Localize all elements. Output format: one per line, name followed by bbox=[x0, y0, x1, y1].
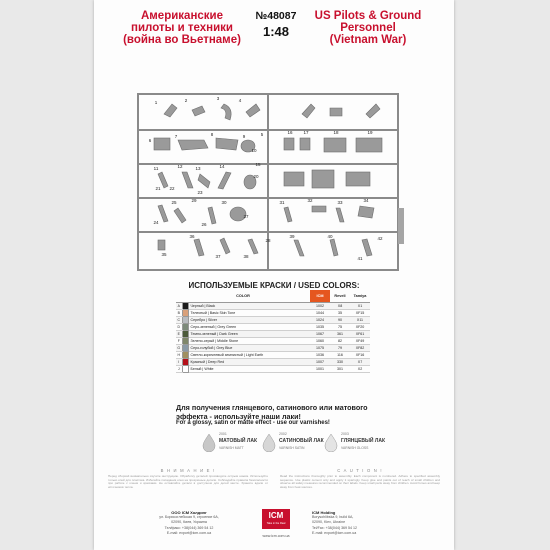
paint-name: Красный | Deep Red bbox=[188, 358, 310, 365]
part-number-label: 39 bbox=[289, 234, 295, 239]
part-number-label: 28 bbox=[265, 238, 271, 243]
part-number-label: 8 bbox=[210, 132, 214, 137]
part-number-label: 36 bbox=[189, 234, 195, 239]
tamiya-column-header: Tamiya bbox=[350, 290, 370, 302]
paint-name: Светло-коричневый землистый | Light Earth bbox=[188, 351, 310, 358]
website-link[interactable]: www.icm.com.ua bbox=[262, 534, 290, 538]
paint-tamiya-code: X7 bbox=[350, 358, 370, 365]
part-number-label: 31 bbox=[279, 200, 285, 205]
paint-row bbox=[176, 330, 370, 337]
paint-revell-code: X8 bbox=[330, 302, 350, 309]
paint-letter: I bbox=[176, 358, 182, 365]
scale-label: 1:48 bbox=[262, 24, 290, 39]
instruction-sheet bbox=[94, 0, 454, 550]
varnish-drop-icon bbox=[202, 434, 216, 452]
varnish-matt: 2001 МАТОВЫЙ ЛАК VARNISH MATT bbox=[202, 432, 272, 456]
varnish-drop-icon bbox=[262, 434, 276, 452]
paint-name: Белый | White bbox=[188, 365, 310, 372]
part-number-label: 14 bbox=[219, 164, 225, 169]
part-number-label: 18 bbox=[333, 130, 339, 135]
paint-icm-code: 1002 bbox=[310, 302, 330, 309]
paint-name: Зелено-серый | Middle Stone bbox=[188, 337, 310, 344]
part-number-label: 27 bbox=[243, 214, 249, 219]
paint-name: Серебро | Silver bbox=[188, 316, 310, 323]
part-number-label: 1 bbox=[154, 100, 158, 105]
part-number-label: 16 bbox=[287, 130, 293, 135]
paint-revell-code: 116 bbox=[330, 351, 350, 358]
part-number-label: 33 bbox=[337, 200, 343, 205]
part-number-label: 9 bbox=[242, 134, 246, 139]
paints-title: ИСПОЛЬЗУЕМЫЕ КРАСКИ / USED COLORS: bbox=[188, 281, 360, 290]
title-russian: Американские пилоты и техники (война во Вьетнаме) bbox=[123, 10, 241, 46]
paint-row bbox=[176, 323, 370, 330]
paint-revell-code: 90 bbox=[330, 316, 350, 323]
paint-icm-code: 1075 bbox=[310, 344, 330, 351]
paint-name: Черный | Black bbox=[188, 302, 310, 309]
paint-tamiya-code: XF61 bbox=[350, 330, 370, 337]
paint-tamiya-code: XF15 bbox=[350, 309, 370, 316]
warning-russian: В Н И М А Н И Е ! Перед сборкой внимательно изучите инструкцию. Обработку деталей производите острым ножом. Используйте только клей для пластика. Избегайте попадания клея на прозрачные детали. Соблюдайте правила безопасности при работе с клеем и красками. Не оставляйте детали в доступном для детей месте. Храните вдали от источников тепла. bbox=[108, 468, 268, 490]
paint-revell-code: 361 bbox=[330, 330, 350, 337]
paint-icm-code: 1067 bbox=[310, 330, 330, 337]
paint-icm-code: 1001 bbox=[310, 365, 330, 372]
varnish-drop-icon bbox=[324, 434, 338, 452]
part-number-label: 24 bbox=[153, 220, 159, 225]
part-number-label: 26 bbox=[201, 222, 207, 227]
paint-letter: H bbox=[176, 351, 182, 358]
paints-header-row bbox=[176, 290, 370, 302]
paint-tamiya-code: XF82 bbox=[350, 344, 370, 351]
part-number-label: 4 bbox=[238, 98, 242, 103]
part-number-label: 30 bbox=[221, 200, 227, 205]
title-english: US Pilots & Ground Personnel (Vietnam War) bbox=[314, 10, 422, 46]
part-number-label: 25 bbox=[171, 200, 177, 205]
paint-row bbox=[176, 316, 370, 323]
paint-revell-code: 35 bbox=[330, 309, 350, 316]
part-number-label: 3 bbox=[216, 96, 220, 101]
paint-letter: C bbox=[176, 316, 182, 323]
paint-letter: E bbox=[176, 330, 182, 337]
part-number-label: 6 bbox=[148, 138, 152, 143]
paint-icm-code: 1036 bbox=[310, 351, 330, 358]
part-number-label: 19 bbox=[367, 130, 373, 135]
paint-tamiya-code: X2 bbox=[350, 365, 370, 372]
icm-logo: ICM Take in the Real bbox=[262, 509, 290, 529]
paint-row bbox=[176, 337, 370, 344]
paint-letter: F bbox=[176, 337, 182, 344]
paint-name: Серо-голубой | Grey Blue bbox=[188, 344, 310, 351]
icm-column-header: ICM bbox=[310, 290, 330, 302]
paint-icm-code: 1007 bbox=[310, 358, 330, 365]
paint-icm-code: 1060 bbox=[310, 337, 330, 344]
paint-row bbox=[176, 344, 370, 351]
color-column-header: COLOR bbox=[176, 290, 310, 302]
varnish-satin: 2002 САТИНОВЫЙ ЛАК VARNISH SATIN bbox=[262, 432, 332, 456]
paint-letter: G bbox=[177, 345, 181, 350]
part-number-label: 32 bbox=[307, 198, 313, 203]
part-number-label: 35 bbox=[161, 252, 167, 257]
part-number-label: 38 bbox=[243, 254, 249, 259]
part-number-label: 34 bbox=[363, 198, 369, 203]
paint-tamiya-code: X1 bbox=[350, 302, 370, 309]
paint-name: Серо-зеленый | Grey Green bbox=[188, 323, 310, 330]
paint-icm-code: 1024 bbox=[310, 316, 330, 323]
paint-row bbox=[176, 302, 370, 309]
part-number-label: 37 bbox=[215, 254, 221, 259]
part-number-label: 40 bbox=[327, 234, 333, 239]
address-english: ICM Holding Borysohlibska 9, build 6A, 02090, Kiev, Ukraine Tel/Fax: +38(044) 369 54 12 E-mail: export@icm.com.ua bbox=[312, 510, 358, 535]
part-number-label: 23 bbox=[197, 190, 203, 195]
part-number-label: 5 bbox=[260, 132, 264, 137]
address-russian: ООО ICM Холдинг ул. Борисоглебская 9, строение 6А, 02090, Киев, Украина Тел/факс: +38(044) 369 54 12 E-mail: export@icm.com.ua bbox=[159, 510, 219, 535]
part-number-label: 42 bbox=[377, 236, 383, 241]
revell-column-header: Revell bbox=[330, 290, 350, 302]
paint-name: Телесный | Basic Skin Tone bbox=[188, 309, 310, 316]
catalog-number: №48087 bbox=[255, 10, 297, 22]
part-number-label: 41 bbox=[357, 256, 363, 261]
paint-row bbox=[176, 351, 370, 358]
part-number-label: 20 bbox=[253, 174, 259, 179]
part-number-label: 11 bbox=[153, 166, 159, 171]
paint-letter: B bbox=[176, 309, 182, 316]
varnish-gloss: 2003 ГЛЯНЦЕВЫЙ ЛАК VARNISH GLOSS bbox=[324, 432, 394, 456]
part-number-label: 15 bbox=[255, 162, 261, 167]
part-number-label: 12 bbox=[177, 164, 183, 169]
varnish-note-russian: Для получения глянцевого, сатинового или матового эффекта - используйте наши лаки! bbox=[176, 403, 368, 421]
paints-table bbox=[176, 290, 370, 373]
paint-revell-code: 75 bbox=[330, 323, 350, 330]
paint-letter: J bbox=[176, 365, 182, 372]
paint-letter: A bbox=[176, 302, 182, 309]
paint-revell-code: 79 bbox=[330, 344, 350, 351]
paint-revell-code: 330 bbox=[330, 358, 350, 365]
paint-tamiya-code: XF49 bbox=[350, 337, 370, 344]
part-number-label: 2 bbox=[184, 98, 188, 103]
paint-row bbox=[176, 309, 370, 316]
paint-tamiya-code: XF16 bbox=[350, 351, 370, 358]
paint-revell-code: 82 bbox=[330, 337, 350, 344]
warning-english: C A U T I O N ! Read the instructions thoroughly prior to assembly. Each component is numbered. Adhere to specified assembly sequence. Use plastic cement only and apply it sparingly. Keep glue and paints out of reach of small children and observe all safety measures recommended on their labels. Keep small parts away from children. Avoid fumes and keep away from heat sources. bbox=[280, 468, 440, 490]
varnish-note-english: For a glossy, satin or matte effect - use our varnishes! bbox=[176, 420, 330, 426]
paint-revell-code: 301 bbox=[330, 365, 350, 372]
part-number-label: 29 bbox=[191, 198, 197, 203]
part-number-label: 22 bbox=[169, 186, 175, 191]
paint-tamiya-code: X11 bbox=[350, 316, 370, 323]
part-number-label: 7 bbox=[174, 134, 178, 139]
paint-row bbox=[176, 358, 370, 365]
part-number-label: 17 bbox=[303, 130, 309, 135]
paint-letter: D bbox=[176, 323, 182, 330]
paint-name: Темно-зеленый | Dark Green bbox=[188, 330, 310, 337]
header bbox=[94, 6, 454, 58]
paint-row bbox=[176, 365, 370, 372]
part-number-label: 21 bbox=[155, 186, 161, 191]
part-number-label: 13 bbox=[195, 166, 201, 171]
sprue-tab bbox=[398, 208, 404, 244]
sprue-diagram bbox=[134, 90, 404, 275]
paint-icm-code: 1044 bbox=[310, 309, 330, 316]
part-number-label: 10 bbox=[251, 148, 257, 153]
paint-icm-code: 1035 bbox=[310, 323, 330, 330]
paint-tamiya-code: XF20 bbox=[350, 323, 370, 330]
